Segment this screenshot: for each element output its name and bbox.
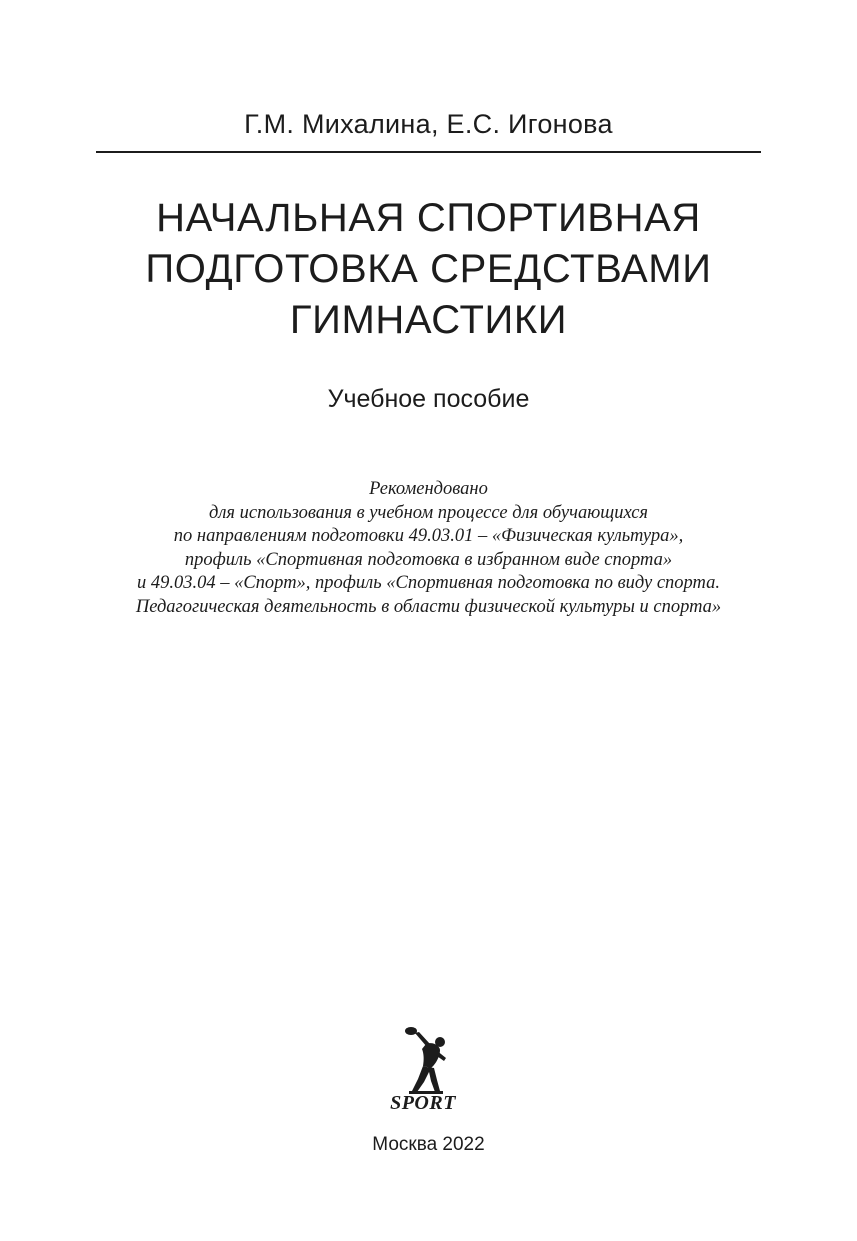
title-line: ГИМНАСТИКИ <box>289 298 568 342</box>
recommendation-line: по направлениям подготовки 49.03.01 – «Физическая культура», <box>173 526 684 547</box>
discobolus-icon <box>378 1024 468 1096</box>
publisher-logo <box>378 1024 468 1128</box>
publisher-logo-text: SPORT <box>390 1092 456 1114</box>
recommendation-line: для использования в учебном процессе для обучающихся <box>208 502 649 523</box>
book-title <box>0 193 857 346</box>
recommendation-line: Педагогическая деятельность в области физической культуры и спорта» <box>135 596 722 617</box>
recommendation-line: профиль «Спортивная подготовка в избранном виде спорта» <box>184 549 673 570</box>
imprint: Москва 2022 <box>372 1134 485 1155</box>
divider <box>96 151 761 153</box>
recommendation-note <box>0 478 857 620</box>
title-line: ПОДГОТОВКА СРЕДСТВАМИ <box>145 247 712 291</box>
book-subtitle: Учебное пособие <box>327 385 530 413</box>
recommendation-line: Рекомендовано <box>369 479 488 499</box>
recommendation-line: и 49.03.04 – «Спорт», профиль «Спортивная подготовка по виду спорта. <box>136 573 721 594</box>
authors: Г.М. Михалина, Е.С. Игонова <box>244 109 613 139</box>
title-line: НАЧАЛЬНАЯ СПОРТИВНАЯ <box>156 196 701 240</box>
